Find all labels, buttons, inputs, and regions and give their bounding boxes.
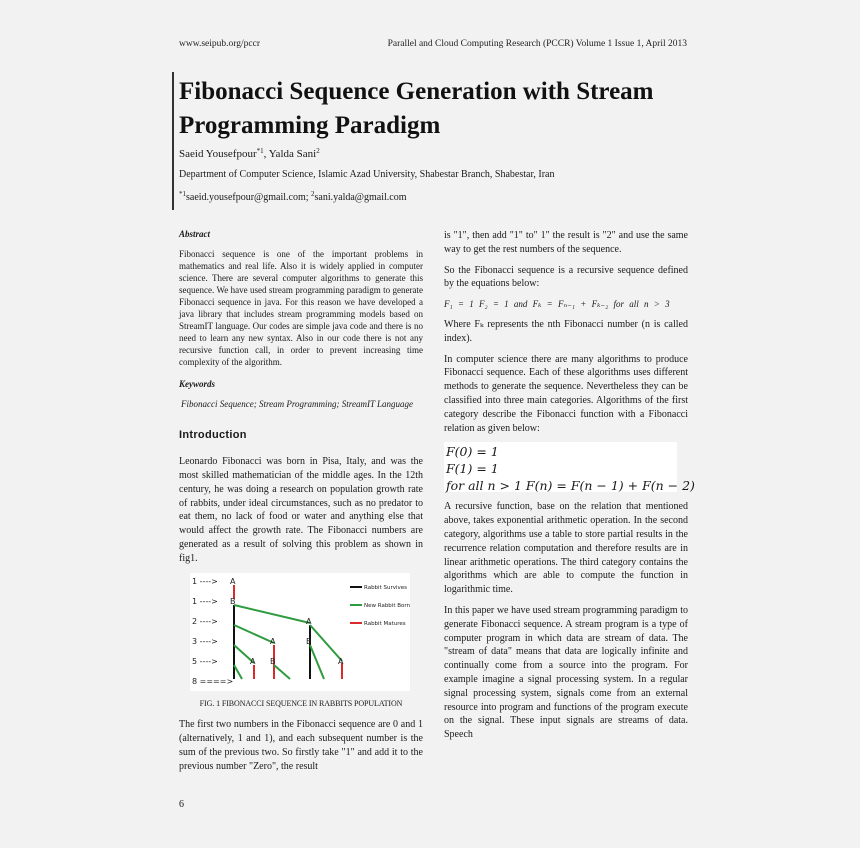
node-label: A: [270, 636, 276, 646]
right-paragraph-1: is "1", then add "1" to" 1" the result is "2" and use the same way to get the rest numbers of the sequence.: [444, 230, 688, 255]
row-label-5: 5 ---->: [192, 656, 218, 666]
node-label: A: [250, 656, 256, 666]
introduction-heading: Introduction: [179, 429, 247, 442]
legend-label-survive: Rabbit Survives: [364, 584, 408, 591]
page-number: 6: [179, 799, 184, 810]
fibonacci-equation: F₁ = 1 F₂ = 1 and Fₖ = Fₙ₋₁ + Fₖ₋₂ for all n > 3: [444, 299, 670, 310]
node-label: B: [270, 656, 276, 666]
header-journal: Parallel and Cloud Computing Research (PCCR) Volume 1 Issue 1, April 2013: [387, 39, 687, 49]
email-1[interactable]: saeid.yousefpour@gmail.com;: [186, 192, 312, 203]
row-label-2: 1 ---->: [192, 596, 218, 606]
email-2[interactable]: sani.yalda@gmail.com: [314, 192, 407, 203]
node-label: B: [306, 636, 312, 646]
author-2-sup: 2: [316, 147, 320, 155]
emails: [179, 190, 406, 203]
math-line-2: F(1) = 1: [446, 461, 499, 477]
author-1-sup: *1: [256, 147, 264, 155]
keywords-text: Fibonacci Sequence; Stream Programming; StreamIT Language: [181, 398, 414, 409]
node-label: B: [230, 596, 236, 606]
email-1-sup: *1: [179, 190, 186, 198]
right-paragraph-3: Where Fₖ represents the nth Fibonacci number (n is called index).: [444, 318, 688, 344]
row-label-1: 1 ---->: [192, 576, 218, 586]
header-url: www.seipub.org/pccr: [179, 39, 260, 49]
right-paragraph-2: So the Fibonacci sequence is a recursive sequence defined by the equations below:: [444, 264, 688, 290]
right-column: [444, 229, 695, 749]
keywords-heading: Keywords: [179, 378, 215, 389]
title-rule: [172, 72, 174, 210]
email-2-sup: 2: [311, 190, 315, 198]
right-paragraph-5: A recursive function, base on the relation that mentioned above, takes exponential arithmetic operation. In the second category, algorithms use a table to store partial results in the recurrence relation computation and therefore results are in linear arithmetic operations. The third category contains the algorithms which are able to compute the function in logarithmic time.: [444, 501, 688, 596]
node-label: A: [338, 656, 344, 666]
abstract-text: Fibonacci sequence is one of the important problems in mathematics and real life. Also it is widely applied in computer science. There are several computer algorithms to generate this sequence. We have used stream programming paradigm to generate Fibonacci sequence in java. For this reason we have developed a java library that includes stream programming models based on StreamIT language. Our codes are simple java code and there is no need to learn any new syntax. Also in our code there is not any recursive function call, in order to prevent increasing time complexity of the algorithm.: [179, 248, 423, 367]
row-label-4: 3 ---->: [192, 636, 218, 646]
right-paragraph-6: In this paper we have used stream programming paradigm to generate Fibonacci sequence. A stream program is a type of computer program in which data are stream of data. The "stream of data" means that data are logically infinite and continually come from a source into the program. For example imagine a signal processing system. In a regular signal processing system, signals come from an external resource into program and functions of the program execute on the signal. These input signals are streams of data. Speech: [444, 604, 688, 741]
recurrence-math-block: [444, 442, 695, 494]
legend-label-born: New Rabbit Born: [364, 602, 410, 609]
authors: [179, 147, 320, 160]
node-label: A: [306, 616, 312, 626]
math-line-1: F(0) = 1: [446, 444, 499, 460]
author-1: Saeid Yousefpour: [179, 148, 257, 160]
math-line-3: for all n > 1 F(n) = F(n − 1) + F(n − 2): [446, 478, 695, 494]
paper-title: [179, 75, 699, 143]
title-line-1: Fibonacci Sequence Generation with Stream: [179, 78, 654, 105]
node-label: A: [230, 576, 236, 586]
title-line-2: Programming Paradigm: [179, 112, 441, 139]
right-paragraph-4: In computer science there are many algorithms to produce Fibonacci sequence. Each of these algorithms uses different methods to generate the sequence. Nevertheless they can be classified into three main categories. Algorithms of the first category describe the Fibonacci function with a Fibonacci relation as given below:: [444, 353, 688, 434]
intro-paragraph-2: The first two numbers in the Fibonacci sequence are 0 and 1 (alternatively, 1 and 1), and each subsequent number is the sum of the previous two. So firstly take "1" and add it to the previous number "Zero", the result: [179, 719, 423, 772]
rabbit-tree-diagram: [190, 573, 410, 691]
affiliation: Department of Computer Science, Islamic Azad University, Shabestar Branch, Shabestar, Iran: [179, 169, 555, 180]
row-label-3: 2 ---->: [192, 616, 218, 626]
row-label-6: 8 ====>: [192, 676, 234, 686]
rabbit-population-figure: [190, 573, 410, 691]
author-separator: ,: [263, 148, 269, 160]
abstract-heading: Abstract: [179, 229, 211, 239]
legend-label-mature: Rabbit Matures: [364, 620, 406, 627]
left-column: [179, 228, 423, 781]
intro-paragraph-1: Leonardo Fibonacci was born in Pisa, Italy, and was the most skilled mathematician of the middle ages. In the 12th century, he was doing a research on population growth rate of rabbits, under ideal circumstances, such as no predator to eat them, no lack of food or water and anything else that would affect the growth rate. The Fibonacci numbers are generated as a result of solving this problem as shown in fig1.: [179, 456, 423, 564]
figure-caption: FIG. 1 FIBONACCI SEQUENCE IN RABBITS POPULATION: [199, 698, 403, 708]
author-2: Yalda Sani: [268, 148, 317, 160]
